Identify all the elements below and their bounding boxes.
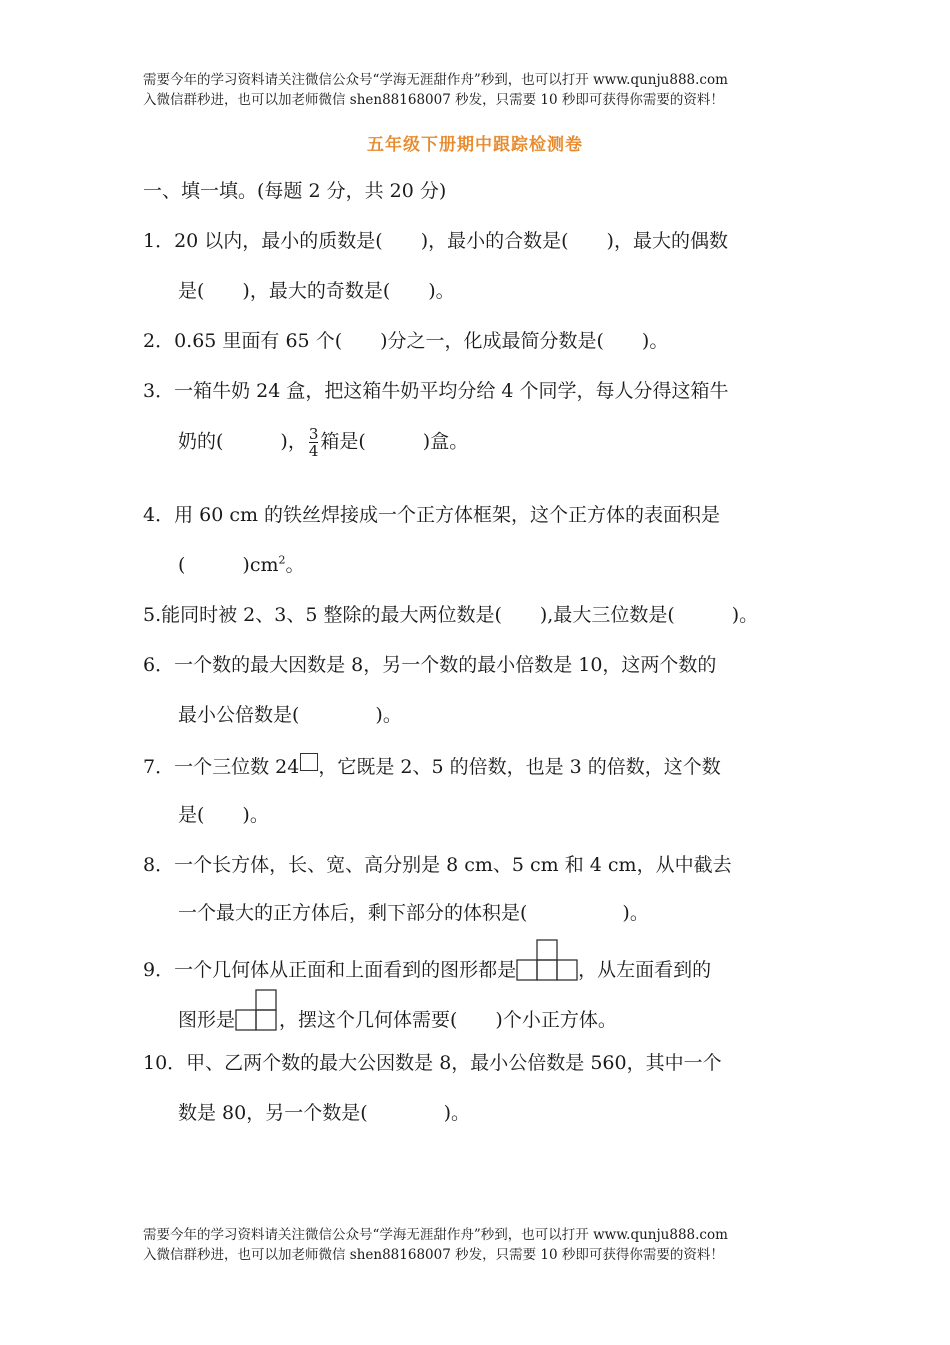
question-4-end: 。 (285, 554, 305, 576)
fraction-three-quarters (309, 426, 319, 459)
question-7-line-2: 是( )。 (178, 804, 269, 826)
question-4-line-1: 4．用 60 cm 的铁丝焊接成一个正方体框架，这个正方体的表面积是 (143, 504, 721, 526)
question-3-line-1: 3．一箱牛奶 24 盒，把这箱牛奶平均分给 4 个同学，每人分得这箱牛 (143, 380, 729, 402)
question-7-line-1 (143, 752, 721, 779)
question-10-line-2: 数是 80，另一个数是( )。 (178, 1102, 471, 1124)
question-4-line-2 (178, 550, 305, 577)
question-7-part-1: 7．一个三位数 24 (143, 756, 300, 778)
question-9-part-1: 9．一个几何体从正面和上面看到的图形都是 (143, 959, 517, 981)
question-9-line-1 (143, 936, 711, 982)
question-3-part-1: 奶的( )， (178, 430, 307, 453)
question-9-part-2: ，从左面看到的 (578, 959, 712, 981)
page-title: 五年级下册期中跟踪检测卷 (367, 135, 583, 155)
fraction-denominator: 4 (308, 442, 319, 460)
question-9-part-3: 图形是 (178, 1009, 236, 1031)
header-line-1: 需要今年的学习资料请关注微信公众号“学海无涯甜作舟”秒到，也可以打开 www.qunju888.com (143, 72, 728, 88)
front-top-view-figure (516, 936, 578, 982)
question-5: 5.能同时被 2、3、5 整除的最大两位数是( ),最大三位数是( )。 (143, 604, 759, 626)
footer-line-1: 需要今年的学习资料请关注微信公众号“学海无涯甜作舟”秒到，也可以打开 www.qunju888.com (143, 1227, 728, 1243)
question-6-line-2: 最小公倍数是( )。 (178, 704, 402, 726)
digit-box (300, 753, 318, 771)
header-line-2: 入微信群秒进，也可以加老师微信 shen88168007 秒发，只需要 10 秒即可获得你需要的资料！ (143, 92, 724, 108)
question-3-line-2 (178, 426, 468, 459)
question-8-line-2: 一个最大的正方体后，剩下部分的体积是( )。 (178, 902, 649, 924)
question-2: 2．0.65 里面有 65 个( )分之一，化成最简分数是( )。 (143, 330, 669, 352)
question-3-part-2: 箱是( )盒。 (320, 430, 469, 453)
question-7-part-2: ，它既是 2、5 的倍数，也是 3 的倍数，这个数 (318, 756, 721, 778)
footer-line-2: 入微信群秒进，也可以加老师微信 shen88168007 秒发，只需要 10 秒即可获得你需要的资料！ (143, 1247, 724, 1263)
question-1-line-2: 是( )，最大的奇数是( )。 (178, 280, 455, 302)
fraction-numerator: 3 (308, 425, 319, 443)
question-10-line-1: 10．甲、乙两个数的最大公因数是 8，最小公倍数是 560，其中一个 (143, 1052, 722, 1074)
question-9-part-4: ，摆这个几何体需要( )个小正方体。 (279, 1009, 617, 1031)
section-heading: 一、填一填。(每题 2 分，共 20 分) (143, 180, 447, 202)
question-1-line-1: 1．20 以内，最小的质数是( )，最小的合数是( )，最大的偶数 (143, 230, 728, 252)
superscript-2: 2 (278, 553, 286, 567)
question-4-blank: ( )cm (178, 554, 279, 576)
question-6-line-1: 6．一个数的最大因数是 8，另一个数的最小倍数是 10，这两个数的 (143, 654, 717, 676)
left-view-figure (235, 986, 279, 1032)
question-9-line-2 (178, 986, 617, 1032)
question-8-line-1: 8．一个长方体，长、宽、高分别是 8 cm、5 cm 和 4 cm，从中截去 (143, 854, 732, 876)
